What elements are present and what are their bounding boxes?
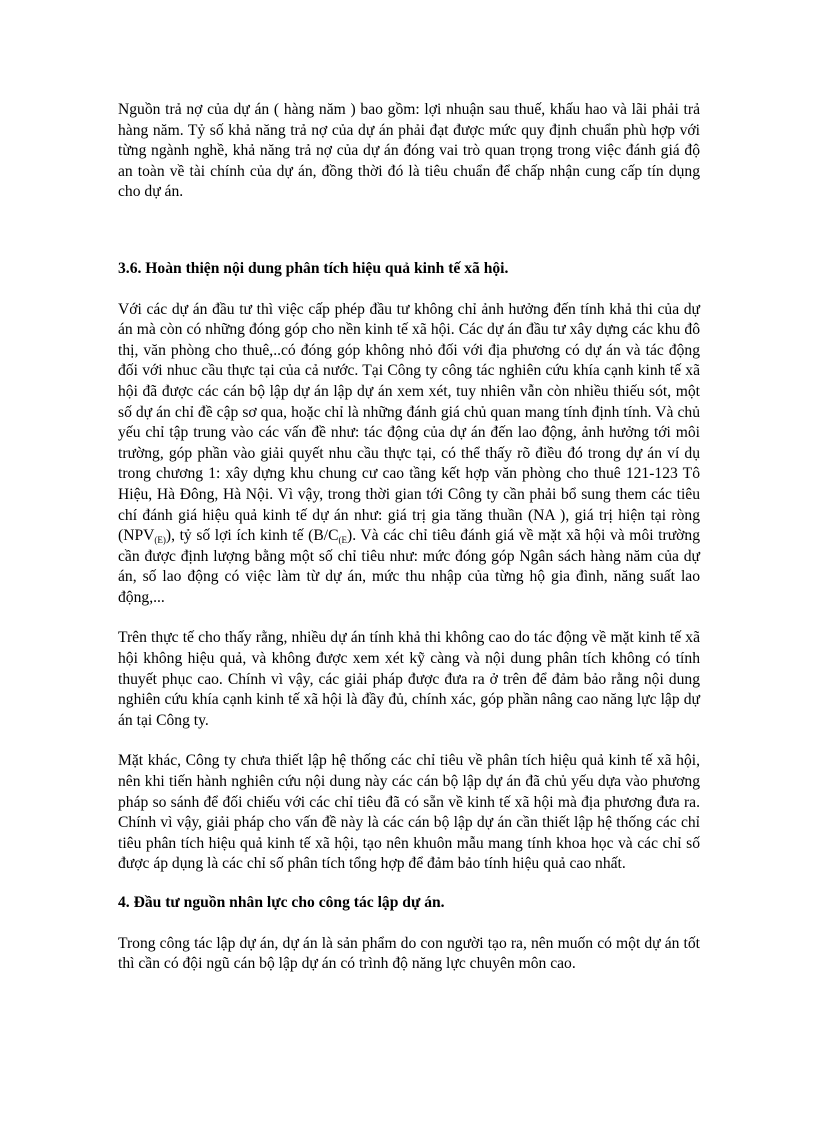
paragraph-text: ), tỷ số lợi ích kinh tế (B/C [165, 527, 339, 545]
document-page [118, 100, 700, 975]
paragraph-3-6-1 [118, 300, 700, 609]
paragraph-text: ). Và các chỉ tiêu đánh giá về mặt xã hội và môi trường cần được định lượng bằng một số chỉ tiêu như: mức đóng góp Ngân sách hàng năm của dự án, số lao động có việc làm từ dự án, mức thu nhập của từng hộ gia đình, năng suất lao động,... [118, 527, 700, 606]
paragraph-3-6-2: Trên thực tế cho thấy rằng, nhiều dự án tính khả thi không cao do tác động về mặt kinh tế xã hội không hiệu quả, và không được xem xét kỹ càng và nội dung phân tích không có tính thuyết phục cao. Chính vì vậy, các giải pháp được đưa ra ở trên để đảm bảo rằng nội dung nghiên cứu khía cạnh kinh tế xã hội là đầy đủ, chính xác, góp phần nâng cao năng lực lập dự án tại Công ty. [118, 629, 700, 729]
subscript-e: (E) [154, 535, 166, 546]
section-heading-4: 4. Đầu tư nguồn nhân lực cho công tác lập dự án. [118, 894, 445, 911]
paragraph-4-1: Trong công tác lập dự án, dự án là sản phẩm do con người tạo ra, nên muốn có một dự án tốt thì cần có đội ngũ cán bộ lập dự án có trình độ năng lực chuyên môn cao. [118, 934, 700, 973]
intro-paragraph: Nguồn trả nợ của dự án ( hàng năm ) bao gồm: lợi nhuận sau thuế, khấu hao và lãi phải trả hàng năm. Tỷ số khả năng trả nợ của dự án phải đạt được mức quy định chuẩn phù hợp với từng ngành nghề, khả năng trả nợ của dự án đóng vai trò quan trọng trong việc đánh giá độ an toàn về tài chính của dự án, đồng thời đó là tiêu chuẩn để chấp nhận cung cấp tín dụng cho dự án. [118, 101, 700, 201]
section-heading-3-6: 3.6. Hoàn thiện nội dung phân tích hiệu quả kinh tế xã hội. [118, 259, 509, 277]
paragraph-3-6-3: Mặt khác, Công ty chưa thiết lập hệ thống các chỉ tiêu về phân tích hiệu quả kinh tế xã hội, nên khi tiến hành nghiên cứu nội dung này các cán bộ lập dự án đã chủ yếu dựa vào phương pháp so sánh để đối chiếu với các chỉ tiêu đã có sẵn về kinh tế xã hội mà địa phương đưa ra. Chính vì vậy, giải pháp cho vấn đề này là các cán bộ lập dự án cần thiết lập hệ thống các chỉ tiêu phân tích hiệu quả kinh tế xã hội, tạo nên khuôn mẫu mang tính khoa học và các chỉ số được áp dụng là các chỉ số phân tích tổng hợp để đảm bảo tính hiệu quả cao nhất. [118, 752, 700, 873]
subscript-e: (E [338, 535, 347, 546]
paragraph-text: Với các dự án đầu tư thì việc cấp phép đầu tư không chỉ ảnh hưởng đến tính khả thi của dự án mà còn có những đóng góp cho nền kinh tế xã hội. Các dự án đầu tư xây dựng các khu đô thị, văn phòng cho thuê,..có đóng góp không nhỏ đối với địa phương có dự án và tác động đối với nhuc cầu thực tại của cả nước. Tại Công ty công tác nghiên cứu khía cạnh kinh tế xã hội đã được các cán bộ lập dự án lập dự án xem xét, tuy nhiên vẫn còn nhiều thiếu sót, một số dự án chỉ đề cập sơ qua, hoặc chỉ là những đánh giá chủ quan mang tính định tính. Và chủ yếu chỉ tập trung vào các vấn đề như: tác động của dự án đến lao động, ảnh hưởng tới môi trường, góp phần vào giải quyết nhu cầu thực tại, có thể thấy rõ điều đó trong dự án ví dụ trong chương 1: xây dựng khu chung cư cao tầng kết hợp văn phòng cho thuê 121-123 Tô Hiệu, Hà Đông, Hà Nội. Vì vậy, trong thời gian tới Công ty cần phải bổ sung them các tiêu chí đánh giá hiệu quả kinh tế dự án như: giá trị gia tăng thuần (NA ), giá trị hiện tại ròng (NPV [118, 300, 700, 545]
